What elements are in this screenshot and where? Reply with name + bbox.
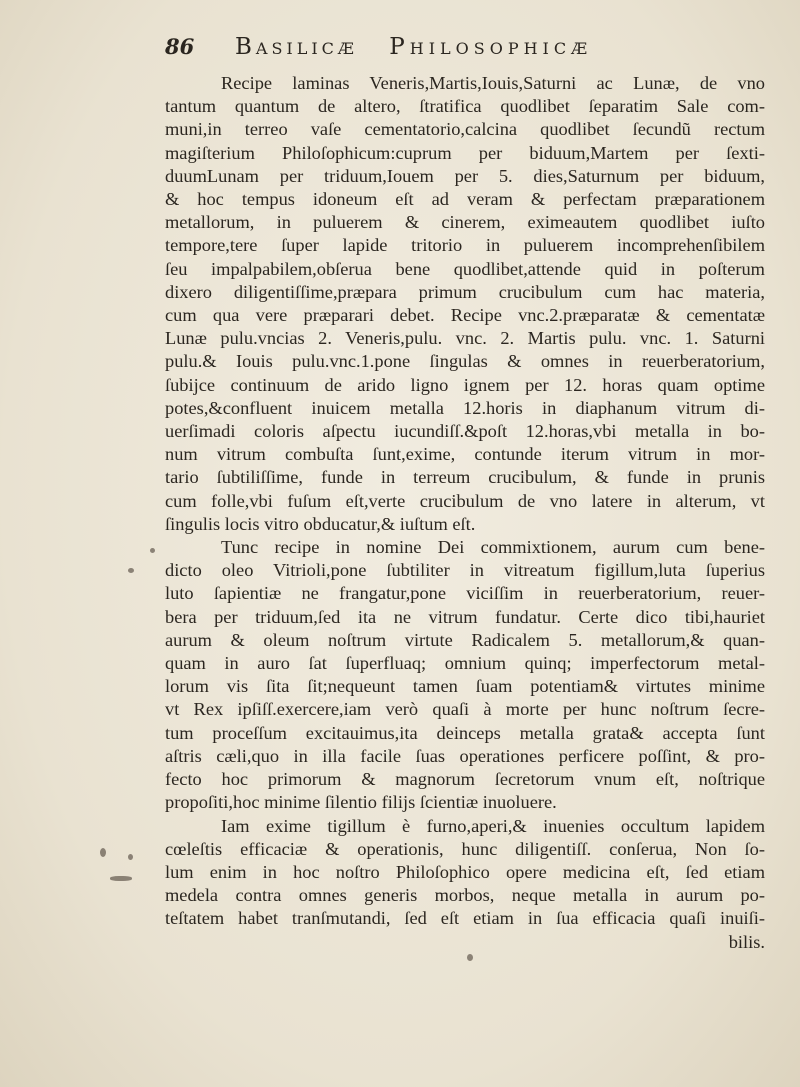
paragraph (165, 72, 765, 536)
text-line: lorum vis ſita ſit;nequeunt tamen ſuam potentiam& virtutes minime (165, 676, 765, 697)
text-line: Iam exime tigillum è furno,aperi,& inuenies occultum lapidem (221, 815, 765, 836)
text-line: & hoc tempus idoneum eſt ad veram & perfectam præparationem (165, 189, 765, 210)
text-line: cœleſtis efficaciæ & operationis, hunc diligentiſſ. conſerua, Non ſo- (165, 838, 765, 859)
text-line: metallorum, in puluerem & cinerem, eximeautem quodlibet iuſto (165, 212, 765, 233)
body-text (165, 72, 765, 954)
text-line: tempore,tere ſuper lapide tritorio in puluerem incomprehenſibilem (165, 235, 765, 256)
running-head-word-1: Basilicæ (235, 34, 358, 60)
ink-blot (467, 954, 473, 961)
text-line: magiſterium Philoſophicum:cuprum per biduum,Martem per ſexti- (165, 142, 765, 163)
text-line: dicto oleo Vitrioli,pone ſubtiliter in vitreatum figillum,luta ſuperius (165, 560, 765, 581)
text-line: cum qua vere præparari debet. Recipe vnc.2.præparatæ & cementatæ (165, 305, 765, 326)
page-number: 86 (165, 34, 195, 59)
text-line: duumLunam per triduum,Iouem per 5. dies,Saturnum per biduum, (165, 165, 765, 186)
text-line: medela contra omnes generis morbos, neque metalla in aurum po- (165, 885, 765, 906)
text-line: lum enim in hoc noſtro Philoſophico opere medicina eſt, ſed etiam (165, 861, 765, 882)
text-line: potes,&confluent inuicem metalla 12.horis in diaphanum vitrum di- (165, 397, 765, 418)
text-line: Lunæ pulu.vncias 2. Veneris,pulu. vnc. 2. Martis pulu. vnc. 1. Saturni (165, 328, 765, 349)
text-line: luto ſapientiæ ne frangatur,pone viciſſim in reuerberatorium, reuer- (165, 583, 765, 604)
page-header (165, 34, 765, 74)
text-line: tum proceſſum excitauimus,ita deinceps metalla grata& accepta ſunt (165, 722, 765, 743)
text-line: cum folle,vbi fuſum eſt,verte crucibulum de vno latere in alterum, vt (165, 490, 765, 511)
running-head (235, 34, 592, 60)
ink-blot (110, 876, 132, 881)
ink-blot (128, 568, 134, 573)
text-line: uerſimadi coloris aſpectu iucundiſſ.&poſt 12.horas,vbi metalla in bo- (165, 421, 765, 442)
text-line: fecto hoc primorum & magnorum ſecretorum vnum eſt, noſtrique (165, 769, 765, 790)
ink-blot (150, 548, 155, 553)
text-line: bilis. (728, 931, 765, 952)
text-line: num vitrum combuſta ſunt,exime, contunde iterum vitrum in mor- (165, 444, 765, 465)
text-line: muni,in terreo vaſe cementatorio,calcina quodlibet ſecundũ rectum (165, 119, 765, 140)
text-line: aurum & oleum noſtrum virtute Radicalem 5. metallorum,& quan- (165, 629, 765, 650)
text-line: aſtris cæli,quo in illa facile ſuas operationes perficere poſſint, & pro- (165, 745, 765, 766)
ink-blot (100, 848, 106, 857)
text-line: dixero diligentiſſime,præpara primum crucibulum cum hac materia, (165, 281, 765, 302)
text-line: ſeu impalpabilem,obſerua bene quodlibet,attende quid in poſterum (165, 258, 765, 279)
text-line: quam in auro ſat ſuperfluaq; omnium quinq; imperfectorum metal- (165, 653, 765, 674)
text-line: ſubijce continuum de arido ligno ignem per 12. horas quam optime (165, 374, 765, 395)
text-line: propoſiti,hoc minime ſilentio filijs ſcientiæ inuoluere. (165, 792, 557, 813)
paragraph (165, 536, 765, 814)
paragraph (165, 815, 765, 954)
text-line: pulu.& Iouis pulu.vnc.1.pone ſingulas & omnes in reuerberatorium, (165, 351, 765, 372)
text-line: tantum quantum de altero, ſtratifica quodlibet ſeparatim Sale com- (165, 96, 765, 117)
ink-blot (128, 854, 133, 860)
text-line: bera per triduum,ſed ita ne vitrum fundatur. Certe dico tibi,hauriet (165, 606, 765, 627)
text-line: Tunc recipe in nomine Dei commixtionem, aurum cum bene- (221, 537, 765, 558)
text-line: Recipe laminas Veneris,Martis,Iouis,Saturni ac Lunæ, de vno (221, 73, 765, 93)
text-line: tario ſubtiliſſime, funde in terreum crucibulum, & funde in prunis (165, 467, 765, 488)
text-line: ſingulis locis vitro obducatur,& iuſtum eſt. (165, 513, 476, 534)
running-head-word-2: Philosophicæ (389, 34, 593, 60)
text-line: teſtatem habet tranſmutandi, ſed eſt etiam in ſua efficacia quaſi inuiſi- (165, 908, 765, 929)
text-line: vt Rex ipſiſſ.exercere,iam verò quaſi à morte per hunc noſtrum ſecre- (165, 699, 765, 720)
